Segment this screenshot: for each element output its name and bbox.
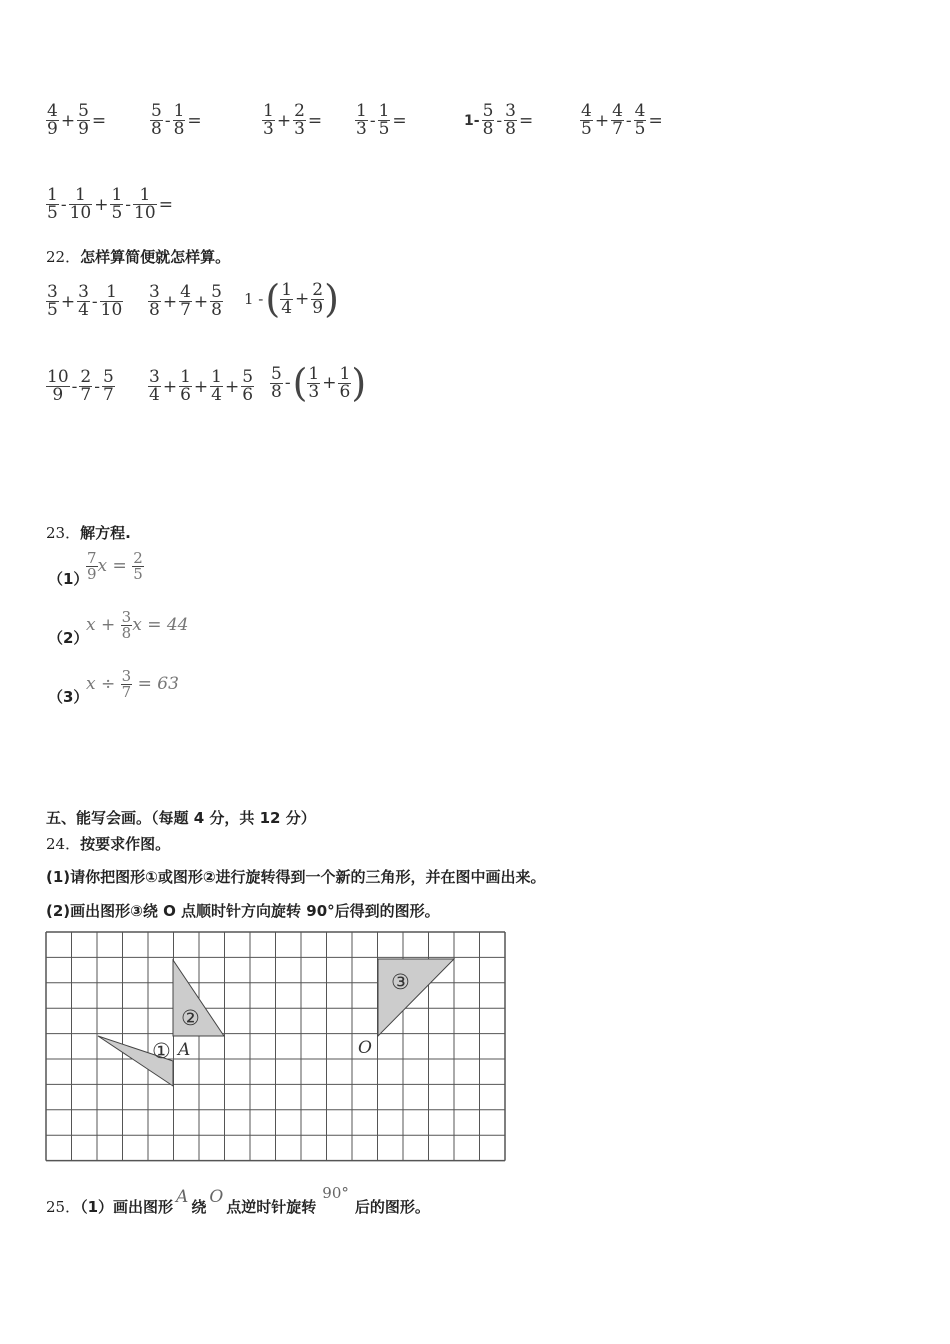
- calc-1: $\frac{4}{9}$ + $\frac{5}{9}$ =: [47, 101, 107, 139]
- label-1: ①: [152, 1039, 171, 1063]
- fraction: $\frac{1}{8}$: [173, 101, 185, 139]
- fraction: $\frac{1}{5}$: [378, 101, 390, 139]
- variable-o: O: [209, 1187, 224, 1207]
- question-22-heading: 22．怎样算简便就怎样算。: [46, 248, 231, 266]
- fraction: $\frac{1}{3}$: [263, 101, 274, 139]
- variable-a: A: [176, 1187, 189, 1207]
- equation-1: $\frac{7}{9}$ x = $\frac{2}{5}$: [87, 549, 143, 583]
- fraction: $\frac{4}{9}$: [47, 101, 58, 139]
- calc-4: $\frac{1}{3}$ - $\frac{1}{5}$ =: [356, 101, 407, 139]
- fraction: $\frac{1}{10}$: [69, 185, 92, 223]
- calc-3: $\frac{1}{3}$ + $\frac{2}{3}$ =: [263, 101, 323, 139]
- question-24-item-2: (2)画出图形③绕 O 点顺时针方向旋转 90°后得到的图形。: [46, 902, 440, 920]
- equation-3: x ÷ $\frac{3}{7}$ = 63: [86, 667, 179, 701]
- fraction: $\frac{5}{8}$: [482, 101, 494, 139]
- fraction: $\frac{3}{8}$: [505, 101, 516, 139]
- calc-7: $\frac{1}{5}$ - $\frac{1}{10}$ + $\frac{1}{5}$ - $\frac{1}{10}$ =: [47, 185, 173, 223]
- fraction: $\frac{4}{5}$: [581, 101, 592, 139]
- fraction: $\frac{2}{3}$: [294, 101, 305, 139]
- equation-2-label: （2）: [48, 629, 89, 647]
- equation-3-label: （3）: [48, 688, 89, 706]
- fraction: $\frac{1}{5}$: [47, 185, 58, 223]
- triangle-3: [378, 959, 454, 1036]
- fraction: $\frac{4}{7}$: [612, 101, 623, 139]
- label-2: ②: [181, 1006, 200, 1030]
- fraction: $\frac{5}{8}$: [151, 101, 162, 139]
- equation-1-label: （1）: [48, 570, 89, 588]
- label-3: ③: [391, 970, 410, 994]
- q22-expr-5: $\frac{3}{4}$ + $\frac{1}{6}$ + $\frac{1}{4}$ + $\frac{5}{6}$: [149, 367, 254, 405]
- fraction: $\frac{1}{3}$: [356, 101, 367, 139]
- question-23-heading: 23．解方程.: [46, 524, 131, 542]
- point-o-label: O: [358, 1038, 372, 1058]
- q22-expr-1: $\frac{3}{5}$ + $\frac{3}{4}$ - $\frac{1}{10}$: [47, 282, 123, 320]
- point-a-label: A: [178, 1040, 191, 1060]
- calc-5: 1- $\frac{5}{8}$ - $\frac{3}{8}$ =: [464, 101, 534, 139]
- fraction: $\frac{1}{10}$: [134, 185, 156, 223]
- rotation-grid: [45, 930, 508, 1166]
- q22-expr-3: 1 -( $\frac{1}{4}$ + $\frac{2}{9}$ ): [244, 277, 339, 321]
- q22-expr-4: $\frac{10}{9}$ - $\frac{2}{7}$ - $\frac{5}{7}$: [47, 367, 114, 405]
- angle-90: 90°: [322, 1184, 349, 1202]
- calc-2: $\frac{5}{8}$ - $\frac{1}{8}$ =: [151, 101, 202, 139]
- question-24-item-1: (1)请你把图形①或图形②进行旋转得到一个新的三角形，并在图中画出来。: [46, 868, 546, 886]
- fraction: $\frac{1}{5}$: [111, 185, 123, 223]
- q22-expr-6: $\frac{5}{8}$ -( $\frac{1}{3}$ + $\frac{1}{6}$ ): [271, 361, 367, 405]
- fraction: $\frac{5}{9}$: [78, 101, 89, 139]
- q22-expr-2: $\frac{3}{8}$ + $\frac{4}{7}$ + $\frac{5}{8}$: [149, 282, 222, 320]
- equation-2: x + $\frac{3}{8}$ x = 44: [86, 608, 189, 642]
- fraction: $\frac{4}{5}$: [634, 101, 646, 139]
- question-24-heading: 24．按要求作图。: [46, 835, 171, 853]
- calc-6: $\frac{4}{5}$ + $\frac{4}{7}$ - $\frac{4}{5}$ =: [581, 101, 663, 139]
- question-25: 25．（1）画出图形 A 绕 O 点逆时针旋转90°后的图形。: [46, 1184, 430, 1216]
- section-5-title: 五、能写会画。（每题 4 分，共 12 分）: [46, 809, 316, 827]
